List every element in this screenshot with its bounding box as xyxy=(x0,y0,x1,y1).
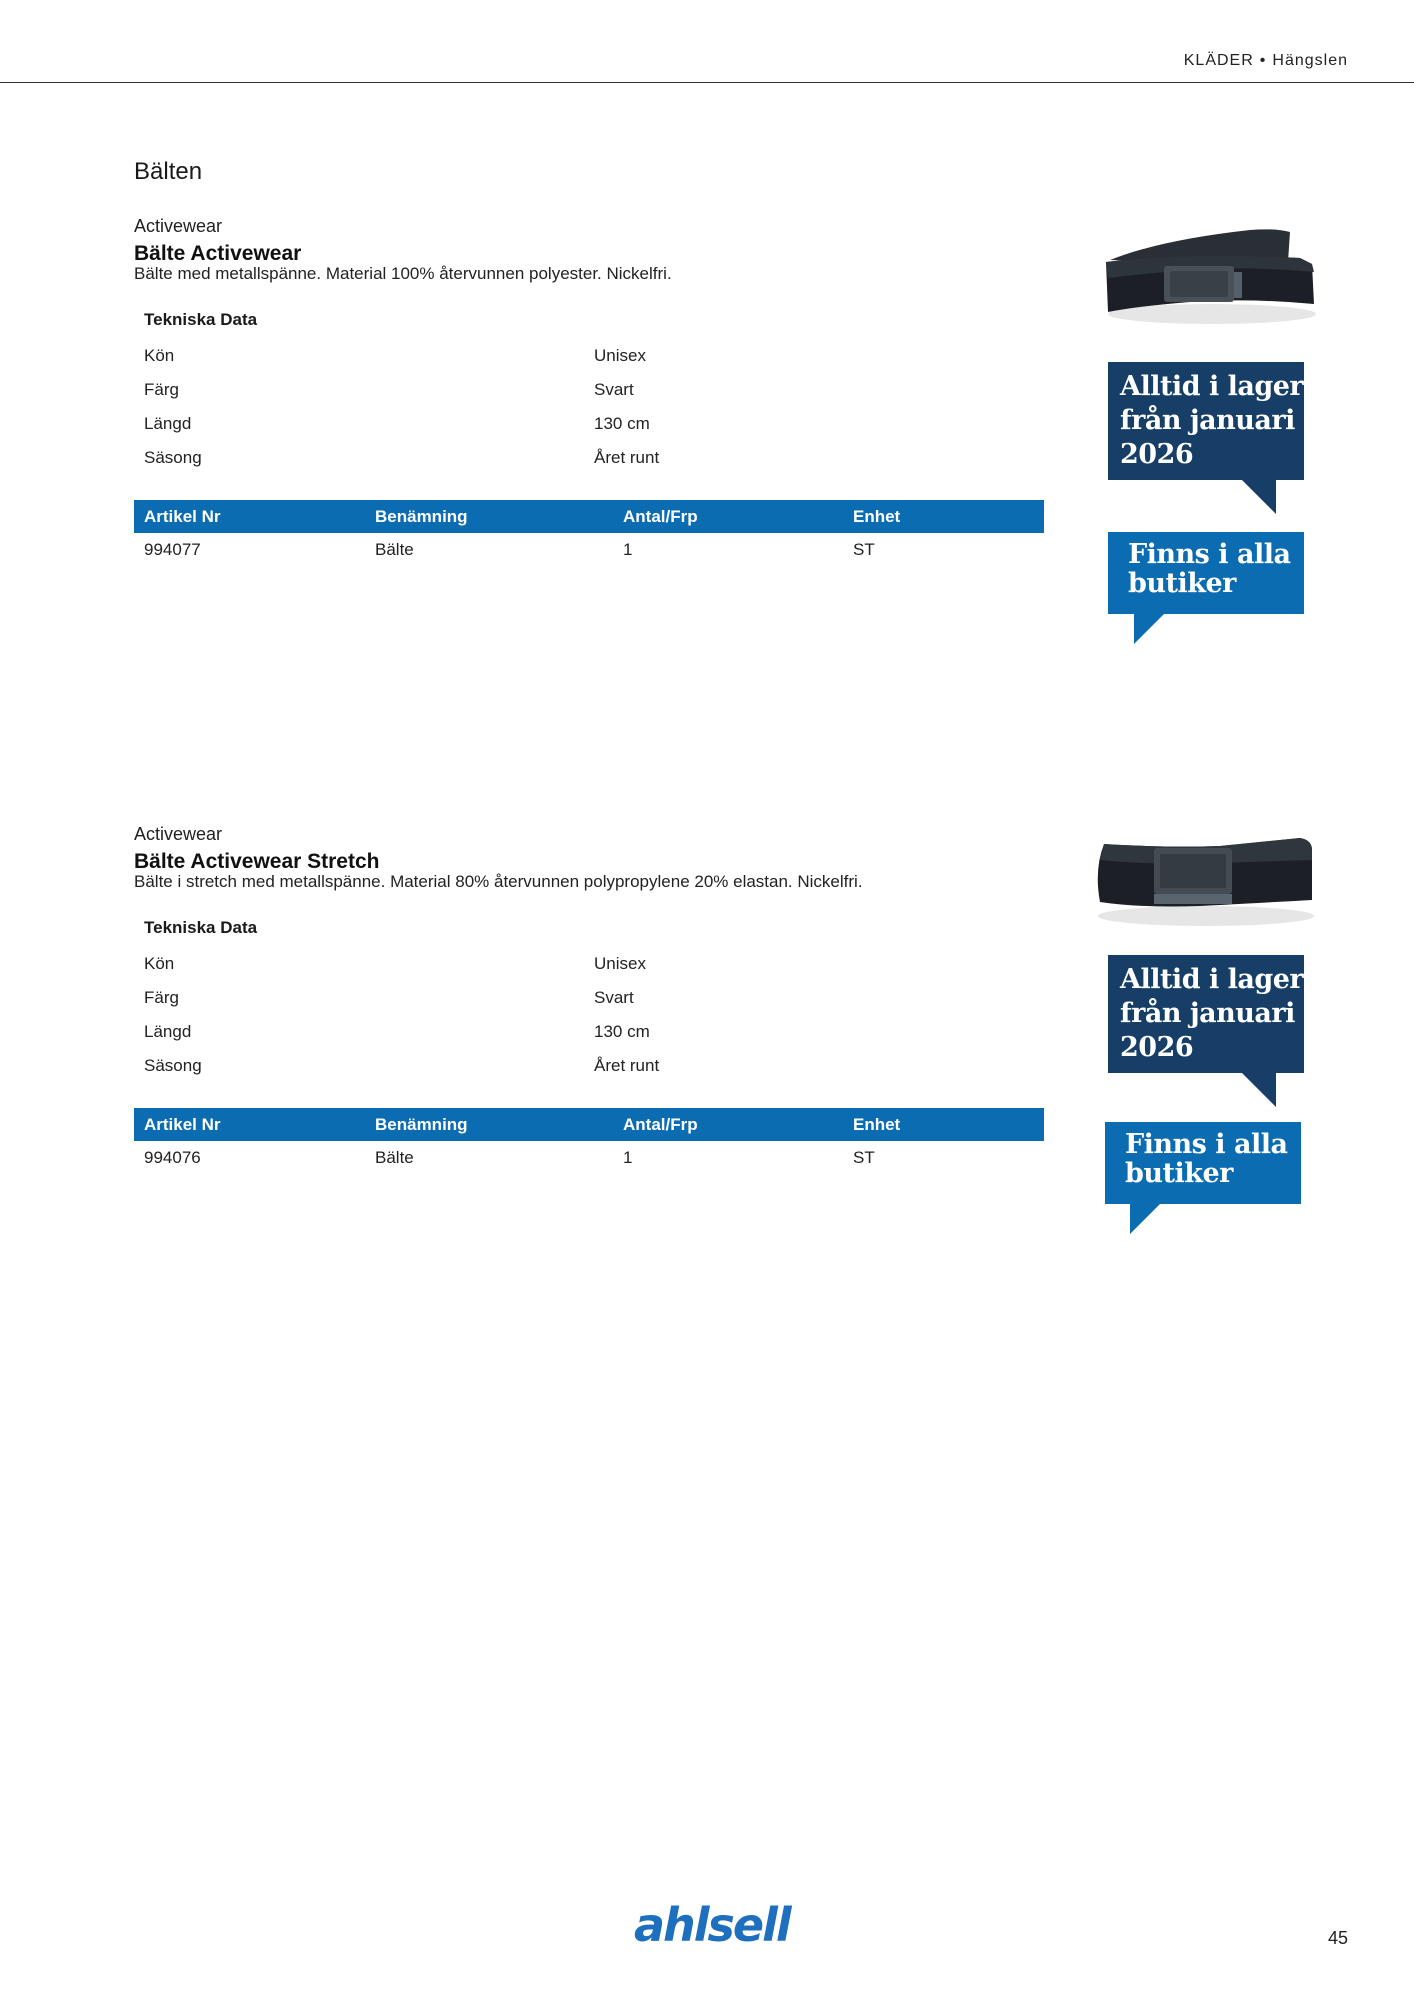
stock-badge xyxy=(1108,362,1304,480)
stores-badge xyxy=(1108,532,1304,614)
article-quantity: 1 xyxy=(623,1148,633,1167)
product-block xyxy=(134,824,1044,1175)
column-header-unit: Enhet xyxy=(853,1115,901,1134)
spec-row xyxy=(134,440,1044,474)
product-name: Bälte Activewear xyxy=(134,242,302,265)
article-table-header xyxy=(134,500,1044,533)
breadcrumb xyxy=(1184,52,1348,70)
spec-label: Säsong xyxy=(144,448,202,467)
stores-badge-tail xyxy=(1134,612,1170,646)
article-quantity: 1 xyxy=(623,540,633,559)
spec-label: Säsong xyxy=(144,1056,202,1075)
spec-row xyxy=(134,1014,1044,1048)
technical-data-title: Tekniska Data xyxy=(144,310,258,329)
column-header-name: Benämning xyxy=(375,1115,468,1134)
spec-value: Året runt xyxy=(594,448,660,467)
product-brand: Activewear xyxy=(134,216,223,236)
stock-badge-tail xyxy=(1240,1071,1280,1107)
breadcrumb-separator: • xyxy=(1259,52,1267,69)
spec-label: Kön xyxy=(144,346,175,365)
spec-value: Året runt xyxy=(594,1056,660,1075)
spec-row xyxy=(134,338,1044,372)
table-row xyxy=(134,1141,1044,1175)
spec-value: 130 cm xyxy=(594,414,650,433)
column-header-unit: Enhet xyxy=(853,507,901,526)
spec-row xyxy=(134,372,1044,406)
section-title: Bälten xyxy=(134,158,203,185)
header-divider xyxy=(0,82,1414,83)
spec-row xyxy=(134,980,1044,1014)
spec-row xyxy=(134,1048,1044,1082)
stock-badge-tail xyxy=(1240,478,1280,514)
article-unit: ST xyxy=(853,1148,875,1167)
article-number: 994077 xyxy=(144,540,201,559)
article-name: Bälte xyxy=(375,1148,414,1167)
column-header-article-nr: Artikel Nr xyxy=(144,507,221,526)
stock-badge-text: Alltid i lager från januari 2026 xyxy=(1120,964,1304,1063)
spec-label: Kön xyxy=(144,954,175,973)
spec-label: Färg xyxy=(144,988,179,1007)
spec-label: Längd xyxy=(144,414,192,433)
spec-list xyxy=(134,338,1044,474)
article-number: 994076 xyxy=(144,1148,201,1167)
product-brand: Activewear xyxy=(134,824,223,844)
spec-row xyxy=(134,406,1044,440)
breadcrumb-subcategory: Hängslen xyxy=(1272,52,1348,69)
product-block xyxy=(134,216,1044,567)
spec-list xyxy=(134,946,1044,1082)
stores-badge-text: Finns i alla butiker xyxy=(1128,539,1291,599)
article-unit: ST xyxy=(853,540,875,559)
spec-value: Svart xyxy=(594,380,634,399)
ahlsell-logo: ahlsell xyxy=(634,1898,790,1952)
column-header-quantity: Antal/Frp xyxy=(623,507,698,526)
stores-badge-text: Finns i alla butiker xyxy=(1125,1129,1288,1189)
column-header-name: Benämning xyxy=(375,507,468,526)
article-table xyxy=(134,1108,1044,1175)
page-number: 45 xyxy=(1327,1928,1348,1948)
stock-badge-text: Alltid i lager från januari 2026 xyxy=(1120,371,1304,470)
breadcrumb-category: KLÄDER xyxy=(1183,52,1254,69)
belt-product-image xyxy=(1090,830,1320,930)
column-header-quantity: Antal/Frp xyxy=(623,1115,698,1134)
article-table xyxy=(134,500,1044,567)
spec-label: Färg xyxy=(144,380,179,399)
stores-badge-tail xyxy=(1130,1202,1166,1236)
column-header-article-nr: Artikel Nr xyxy=(144,1115,221,1134)
stock-badge xyxy=(1108,955,1304,1073)
product-description: Bälte med metallspänne. Material 100% återvunnen polyester. Nickelfri. xyxy=(134,264,672,283)
stores-badge xyxy=(1105,1122,1301,1204)
spec-value: Unisex xyxy=(594,346,646,365)
article-name: Bälte xyxy=(375,540,414,559)
spec-row xyxy=(134,946,1044,980)
table-row xyxy=(134,533,1044,567)
spec-value: Unisex xyxy=(594,954,646,973)
product-name: Bälte Activewear Stretch xyxy=(134,850,380,873)
article-table-header xyxy=(134,1108,1044,1141)
belt-product-image xyxy=(1100,222,1320,328)
product-description: Bälte i stretch med metallspänne. Material 80% återvunnen polypropylene 20% elastan. Nickelfri. xyxy=(134,872,863,891)
spec-value: Svart xyxy=(594,988,634,1007)
spec-label: Längd xyxy=(144,1022,192,1041)
technical-data-title: Tekniska Data xyxy=(144,918,258,937)
spec-value: 130 cm xyxy=(594,1022,650,1041)
